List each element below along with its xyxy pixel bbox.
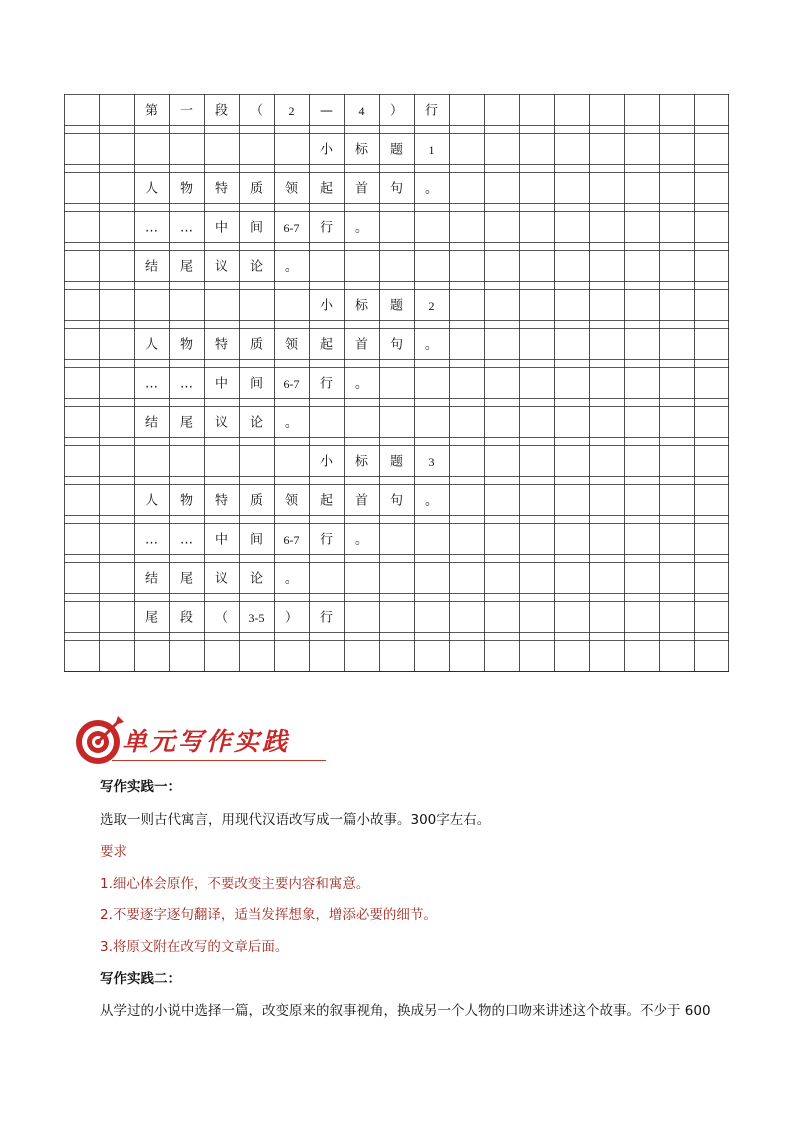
grid-cell-text: 2: [428, 298, 435, 313]
grid-cell-text: 小: [319, 454, 334, 469]
grid-cell-text: 行: [424, 103, 439, 118]
grid-cell-text: 标: [354, 298, 369, 313]
grid-cell-text: 人: [144, 337, 159, 352]
grid-cell-text: 间: [249, 532, 264, 547]
grid-cell-text: 题: [389, 142, 404, 157]
grid-cell-text: 物: [179, 493, 194, 508]
grid-cell-text: 第: [144, 103, 159, 118]
grid-cell-text: 质: [249, 493, 264, 508]
grid-cell-text: ）: [389, 103, 404, 118]
grid-cell-text: 结: [144, 415, 159, 430]
grid-cell-text: 行: [319, 220, 334, 235]
grid-cell-text: …: [180, 220, 193, 235]
grid-cell-text: 。: [284, 259, 299, 274]
grid-cell-text: 特: [214, 181, 229, 196]
grid-cell-text: 3-5: [248, 610, 265, 625]
requirement-1: 1.细心体会原作，不要改变主要内容和寓意。: [100, 876, 370, 892]
grid-cell-text: 句: [389, 337, 404, 352]
grid-cell-text: 物: [179, 181, 194, 196]
grid-cell-text: —: [320, 103, 333, 118]
grid-cell-text: 中: [214, 376, 229, 391]
grid-cell-text: 。: [354, 376, 369, 391]
grid-cell-text: 题: [389, 454, 404, 469]
grid-cell-text: 6-7: [283, 220, 300, 235]
requirements-label: 要求: [100, 844, 127, 860]
writing-grid: [64, 94, 729, 679]
grid-cell-text: 论: [249, 571, 264, 586]
grid-cell-text: 起: [319, 181, 334, 196]
grid-cell-text: 论: [249, 415, 264, 430]
grid-cell-text: 。: [354, 220, 369, 235]
grid-cell-text: …: [145, 532, 158, 547]
grid-cell-text: 物: [179, 337, 194, 352]
grid-cell-text: 。: [284, 571, 299, 586]
grid-cell-text: 中: [214, 220, 229, 235]
grid-cell-text: 小: [319, 298, 334, 313]
grid-cell-text: 领: [284, 493, 299, 508]
practice1-heading: 写作实践一：: [100, 779, 181, 795]
grid-cell-text: 小: [319, 142, 334, 157]
grid-cell-text: 6-7: [283, 532, 300, 547]
grid-cell-text: 领: [284, 337, 299, 352]
grid-cell-text: …: [145, 376, 158, 391]
grid-cell-text: 。: [354, 532, 369, 547]
requirement-3: 3.将原文附在改写的文章后面。: [100, 939, 289, 955]
requirement-2: 2.不要逐字逐句翻译，适当发挥想象，增添必要的细节。: [100, 907, 437, 923]
grid-cell-text: 标: [354, 142, 369, 157]
grid-cell-text: 2: [288, 103, 295, 118]
grid-cell-text: 句: [389, 493, 404, 508]
grid-cell-text: …: [180, 376, 193, 391]
practice2-heading: 写作实践二：: [100, 971, 181, 987]
title-underline: [112, 760, 326, 761]
practice1-task: 选取一则古代寓言，用现代汉语改写成一篇小故事。300字左右。: [100, 812, 491, 828]
grid-cell-text: 间: [249, 376, 264, 391]
grid-cell-text: 间: [249, 220, 264, 235]
grid-cell-text: 尾: [144, 610, 159, 625]
grid-cell-text: 。: [424, 181, 439, 196]
grid-cell-text: 6-7: [283, 376, 300, 391]
grid-cell-text: 特: [214, 493, 229, 508]
grid-cell-text: （: [249, 103, 264, 118]
grid-cell-text: 起: [319, 493, 334, 508]
grid-cell-text: 中: [214, 532, 229, 547]
grid-cell-text: 起: [319, 337, 334, 352]
grid-cell-text: 段: [214, 103, 229, 118]
grid-cell-text: 1: [428, 142, 435, 157]
grid-cell-text: 尾: [179, 415, 194, 430]
practice2-task: 从学过的小说中选择一篇，改变原来的叙事视角，换成另一个人物的口吻来讲述这个故事。不少于 600: [100, 1003, 711, 1019]
grid-cell-text: 质: [249, 337, 264, 352]
grid-cell-text: 题: [389, 298, 404, 313]
grid-cell-text: （: [214, 610, 229, 625]
grid-cell-text: 标: [354, 454, 369, 469]
grid-cell-text: 段: [179, 610, 194, 625]
grid-cell-text: 首: [354, 493, 369, 508]
grid-cell-text: 首: [354, 181, 369, 196]
grid-cell-text: 论: [249, 259, 264, 274]
grid-cell-text: 行: [319, 532, 334, 547]
grid-cell-text: 行: [319, 610, 334, 625]
grid-cell-text: 领: [284, 181, 299, 196]
section-title: 单元写作实践: [122, 727, 291, 756]
grid-cell-text: 结: [144, 571, 159, 586]
grid-cell-text: 一: [179, 103, 194, 118]
grid-cell-text: 特: [214, 337, 229, 352]
grid-cell-text: ）: [284, 610, 299, 625]
grid-cell-text: …: [145, 220, 158, 235]
grid-cell-text: 。: [284, 415, 299, 430]
grid-cell-text: 议: [214, 259, 229, 274]
grid-cell-text: 结: [144, 259, 159, 274]
grid-cell-text: 4: [358, 103, 365, 118]
grid-cell-text: 。: [424, 493, 439, 508]
grid-cell-text: 议: [214, 415, 229, 430]
grid-cell-text: 尾: [179, 571, 194, 586]
grid-cell-text: 尾: [179, 259, 194, 274]
grid-cell-text: 。: [424, 337, 439, 352]
grid-cell-text: 句: [389, 181, 404, 196]
grid-cell-text: 人: [144, 181, 159, 196]
grid-cell-text: 议: [214, 571, 229, 586]
grid-cell-text: 行: [319, 376, 334, 391]
grid-cell-text: 质: [249, 181, 264, 196]
grid-cell-text: …: [180, 532, 193, 547]
grid-cell-text: 首: [354, 337, 369, 352]
grid-cell-text: 3: [428, 454, 435, 469]
grid-cell-text: 人: [144, 493, 159, 508]
